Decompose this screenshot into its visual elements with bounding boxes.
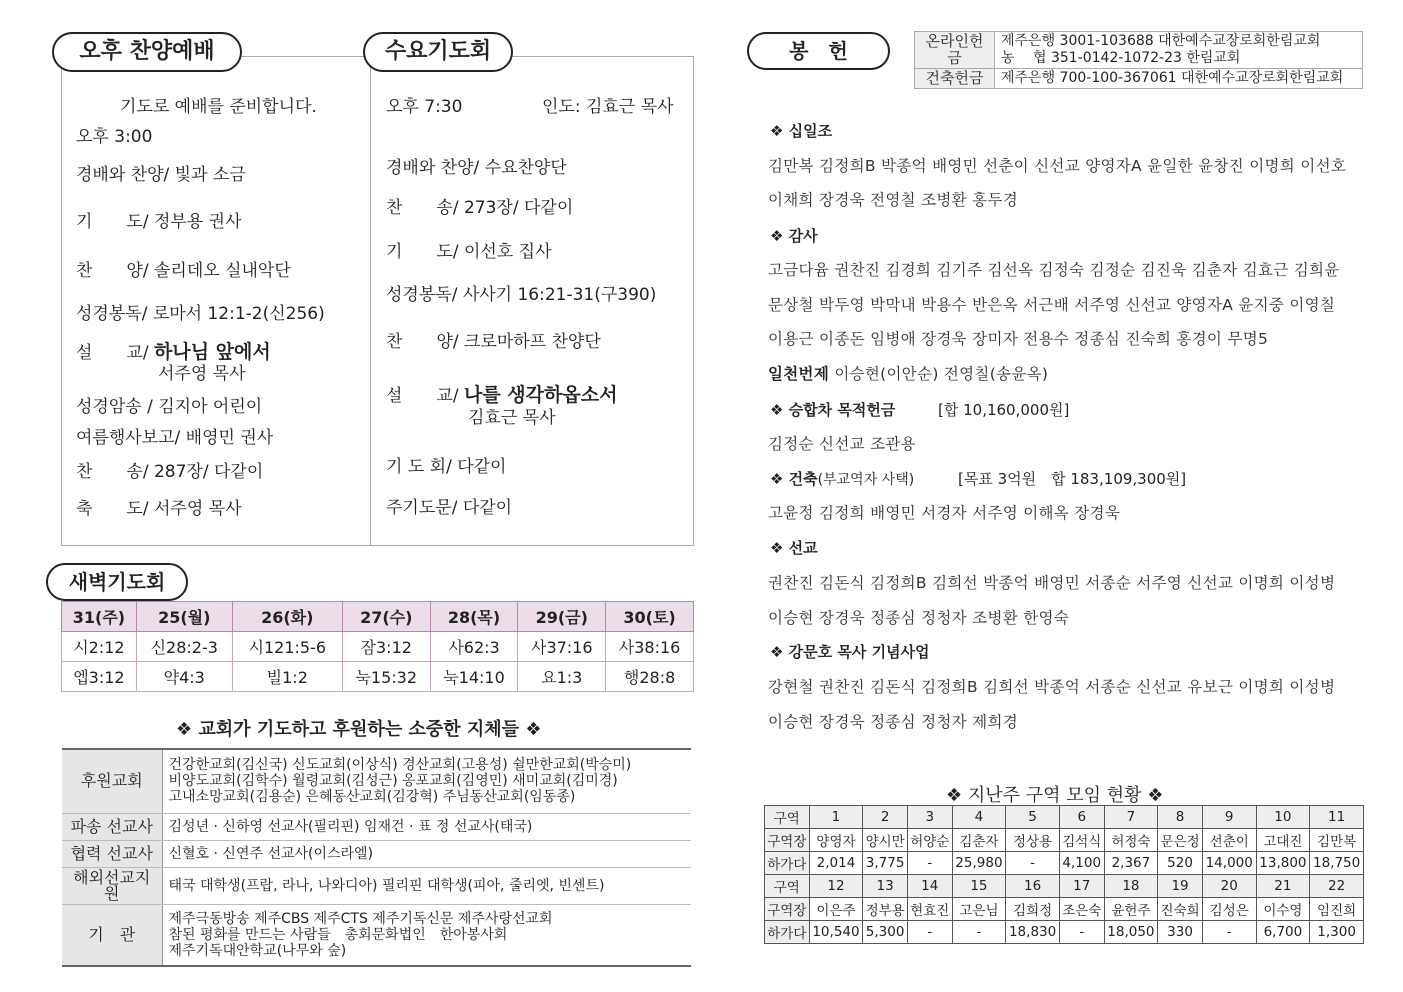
support-head: 파송 선교사 [62, 813, 162, 840]
group-cell: 선춘이 [1202, 829, 1256, 852]
group-cell: 허정숙 [1104, 829, 1158, 852]
dawn-day: 31(주) [62, 602, 137, 632]
wednesday-row: 찬 양/ 크로마하프 찬양단 [386, 332, 601, 352]
group-cell: 김희정 [1006, 898, 1060, 921]
group-row-head: 구역장 [765, 898, 810, 921]
building-total: [목표 3억원 합 183,109,300원] [958, 470, 1187, 488]
group-cell: 조은숙 [1059, 898, 1104, 921]
group-row-head: 하가다 [765, 921, 810, 944]
group-row-head: 하가다 [765, 852, 810, 875]
group-cell: 3,775 [863, 852, 908, 875]
dawn-verse: 신28:2-3 [136, 632, 232, 662]
build-account: 제주은행 700-100-367061 대한예수교장로회한림교회 [995, 69, 1363, 89]
group-cell: 16 [1006, 875, 1060, 898]
group-cell: 4 [952, 806, 1006, 829]
online-label: 온라인헌금 [915, 32, 995, 69]
group-cell: 10 [1256, 806, 1310, 829]
group-cell: 현효진 [907, 898, 952, 921]
group-cell: 고은님 [952, 898, 1006, 921]
dawn-verse: 요1:3 [518, 662, 606, 692]
dawn-day: 26(화) [232, 602, 342, 632]
support-table [62, 748, 691, 967]
support-cell: 김성년 · 신하영 선교사(필리핀) 임재건 · 표 정 선교사(태국) [162, 813, 691, 840]
support-cell: 건강한교회(김신국) 신도교회(이상식) 경산교회(고용성) 쉴만한교회(박승미) 비양도교회(김학수) 월령교회(김성근) 옹포교회(김영민) 새미교회(김미경) 고내소망교회(김용순) 은혜동산교회(김강혁) 주님동산교회(임동종) [162, 749, 691, 813]
dawn-verse: 사62:3 [430, 632, 518, 662]
thanks-names: 고금다윰 권찬진 김경희 김기주 김선옥 김정숙 김정순 김진욱 김춘자 김효근 김희윤 [768, 261, 1340, 279]
afternoon-time: 오후 3:00 [76, 127, 153, 147]
wednesday-preacher: 김효근 목사 [468, 408, 556, 428]
group-cell: 이수영 [1256, 898, 1310, 921]
group-cell: 25,980 [952, 852, 1006, 875]
wednesday-leader: 인도: 김효근 목사 [542, 97, 674, 117]
afternoon-row: 찬 양/ 솔리데오 실내악단 [76, 261, 291, 281]
wednesday-row: 성경봉독/ 사사기 16:21-31(구390) [386, 285, 657, 305]
afternoon-row: 축 도/ 서주영 목사 [76, 499, 242, 519]
group-cell: 6 [1059, 806, 1104, 829]
group-cell: 고대진 [1256, 829, 1310, 852]
sermon-title: 하나님 앞에서 [153, 341, 271, 363]
group-cell: 2,014 [809, 852, 863, 875]
group-cell: 김성은 [1202, 898, 1256, 921]
group-cell: 22 [1310, 875, 1364, 898]
group-cell: 2 [863, 806, 908, 829]
support-head: 후원교회 [62, 749, 162, 813]
afternoon-row: 기 도/ 정부용 권사 [76, 212, 242, 232]
group-cell: 19 [1158, 875, 1203, 898]
tithe-names: 김만복 김정희B 박종억 배영민 선춘이 신선교 양영자A 윤일한 윤창진 이명희 이선호 [768, 157, 1347, 175]
dawn-day: 25(월) [136, 602, 232, 632]
group-cell: 김석식 [1059, 829, 1104, 852]
building-title: ❖ 건축(부교역자 사택) [770, 470, 915, 488]
dawn-table [61, 601, 694, 692]
afternoon-intro: 기도로 예배를 준비합니다. [120, 97, 317, 117]
group-cell: - [1059, 921, 1104, 944]
dawn-day: 28(목) [430, 602, 518, 632]
wednesday-time: 오후 7:30 [386, 97, 463, 117]
sermon-label: 설 교/ [76, 343, 154, 363]
dawn-verse: 약4:3 [136, 662, 232, 692]
group-cell: 8 [1158, 806, 1203, 829]
group-cell: 정상용 [1006, 829, 1060, 852]
group-cell: 15 [952, 875, 1006, 898]
dawn-verse: 잠3:12 [342, 632, 430, 662]
mission-names: 이승현 장경욱 정종심 정청자 조병환 한영숙 [768, 609, 1070, 627]
building-names: 고윤정 김정희 배영민 서경자 서주영 이해옥 장경욱 [768, 504, 1121, 522]
dawn-verse: 눅15:32 [342, 662, 430, 692]
build-label: 건축헌금 [915, 69, 995, 89]
box-divider [370, 56, 371, 546]
group-cell: 3 [907, 806, 952, 829]
thanks-names: 문상철 박두영 박막내 박용수 반은옥 서근배 서주영 신선교 양영자A 윤지중 이영칠 [768, 296, 1336, 314]
group-cell: 허양순 [907, 829, 952, 852]
vehicle-title: ❖ 승합차 목적헌금 [770, 401, 896, 419]
group-row-head: 구역장 [765, 829, 810, 852]
sermon-title: 나를 생각하옵소서 [463, 384, 618, 406]
memorial-title: ❖ 강문호 목사 기념사업 [770, 643, 930, 661]
tithe-names: 이채희 장경욱 전영칠 조병환 홍두경 [768, 191, 1019, 209]
sermon-label: 설 교/ [386, 386, 464, 406]
ilcheon-row [768, 362, 1048, 384]
memorial-names: 강현철 권찬진 김돈식 김정희B 김희선 박종억 서종순 신선교 유보근 이명희 이성병 [768, 678, 1336, 696]
group-cell: 20 [1202, 875, 1256, 898]
group-cell: - [1006, 852, 1060, 875]
group-cell: 13,800 [1256, 852, 1310, 875]
afternoon-title: 오후 찬양예배 [52, 32, 242, 72]
memorial-names: 이승현 장경욱 정종심 정청자 제희경 [768, 713, 1019, 731]
group-cell: 21 [1256, 875, 1310, 898]
group-cell: 14,000 [1202, 852, 1256, 875]
group-cell: - [907, 852, 952, 875]
group-cell: 양영자 [809, 829, 863, 852]
vehicle-total: [합 10,160,000원] [938, 401, 1070, 419]
dawn-verse: 엡3:12 [62, 662, 137, 692]
support-cell: 제주극동방송 제주CBS 제주CTS 제주기독신문 제주사랑선교회 참된 평화를 만드는 사람들 총회문화법인 한아봉사회 제주기독대안학교(나무와 숲) [168, 910, 553, 959]
group-cell: 진숙희 [1158, 898, 1203, 921]
wednesday-row: 기 도/ 이선호 집사 [386, 242, 552, 262]
thanks-names: 이용근 이종돈 임병애 장경욱 장미자 전용수 정종심 진숙희 홍경이 무명5 [768, 330, 1269, 348]
group-cell: 330 [1158, 921, 1203, 944]
group-cell: 10,540 [809, 921, 863, 944]
dawn-verse: 빌1:2 [232, 662, 342, 692]
wednesday-row: 기 도 회/ 다같이 [386, 457, 507, 477]
group-cell: 1,300 [1310, 921, 1364, 944]
group-cell: 520 [1158, 852, 1203, 875]
dawn-verse: 눅14:10 [430, 662, 518, 692]
support-head: 해외선교지원 [62, 867, 162, 904]
group-cell: 임진희 [1310, 898, 1364, 921]
dawn-verse: 사38:16 [606, 632, 694, 662]
group-cell: 18,830 [1006, 921, 1060, 944]
support-cell: 태국 대학생(프랍, 라나, 나와디아) 필리핀 대학생(피아, 줄리엣, 빈센트) [162, 867, 691, 904]
group-cell: 18,750 [1310, 852, 1364, 875]
group-cell: 5,300 [863, 921, 908, 944]
support-head: 기 관 [62, 904, 162, 966]
group-cell: 양시만 [863, 829, 908, 852]
ilcheon-names: 이승현(이안순) 전영칠(송윤옥) [834, 365, 1049, 383]
tithe-title: ❖ 십일조 [770, 122, 833, 140]
group-cell: 9 [1202, 806, 1256, 829]
thanks-title: ❖ 감사 [770, 227, 818, 245]
group-row-head: 구역 [765, 875, 810, 898]
group-cell: 18 [1104, 875, 1158, 898]
online-accounts: 제주은행 3001-103688 대한예수교장로회한림교회 농 협 351-0142-1072-23 한림교회 [995, 32, 1363, 69]
group-cell: 문은정 [1158, 829, 1203, 852]
support-cell: 신혈호 · 신연주 선교사(이스라엘) [162, 840, 691, 867]
group-cell: 김만복 [1310, 829, 1364, 852]
online-table [914, 31, 1363, 89]
group-cell: 이은주 [809, 898, 863, 921]
group-cell: - [1202, 921, 1256, 944]
support-title: ❖ 교회가 기도하고 후원하는 소중한 지체들 ❖ [176, 719, 542, 740]
group-cell: 12 [809, 875, 863, 898]
afternoon-preacher: 서주영 목사 [158, 364, 246, 384]
dawn-verse: 사37:16 [518, 632, 606, 662]
dawn-title: 새벽기도회 [46, 563, 188, 601]
afternoon-row: 성경암송 / 김지아 어린이 [76, 397, 263, 417]
afternoon-row: 여름행사보고/ 배영민 권사 [76, 428, 274, 448]
offering-title: 봉 헌 [747, 32, 890, 70]
group-cell: 11 [1310, 806, 1364, 829]
afternoon-row: 경배와 찬양/ 빛과 소금 [76, 165, 246, 185]
dawn-day: 29(금) [518, 602, 606, 632]
dawn-verse: 행28:8 [606, 662, 694, 692]
group-cell: 18,050 [1104, 921, 1158, 944]
dawn-day: 27(수) [342, 602, 430, 632]
dawn-verse: 시121:5-6 [232, 632, 342, 662]
wednesday-row: 찬 송/ 273장/ 다같이 [386, 198, 574, 218]
vehicle-names: 김정순 신선교 조관용 [768, 435, 916, 453]
group-cell: 14 [907, 875, 952, 898]
groups-title: ❖ 지난주 구역 모임 현황 ❖ [946, 785, 1164, 806]
group-cell: - [952, 921, 1006, 944]
wednesday-title: 수요기도회 [363, 32, 513, 72]
group-cell: 김춘자 [952, 829, 1006, 852]
group-cell: 7 [1104, 806, 1158, 829]
dawn-verse: 시2:12 [62, 632, 137, 662]
ilcheon-label: 일천번제 [768, 365, 830, 383]
support-head: 협력 선교사 [62, 840, 162, 867]
group-row-head: 구역 [765, 806, 810, 829]
mission-title: ❖ 선교 [770, 539, 818, 557]
group-cell: 6,700 [1256, 921, 1310, 944]
group-cell: 윤헌주 [1104, 898, 1158, 921]
group-cell: 13 [863, 875, 908, 898]
group-cell: 5 [1006, 806, 1060, 829]
wednesday-row: 경배와 찬양/ 수요찬양단 [386, 158, 567, 178]
afternoon-row: 찬 송/ 287장/ 다같이 [76, 462, 264, 482]
group-cell: 2,367 [1104, 852, 1158, 875]
group-cell: 4,100 [1059, 852, 1104, 875]
group-cell: - [907, 921, 952, 944]
group-cell: 정부용 [863, 898, 908, 921]
mission-names: 권찬진 김돈식 김정희B 김희선 박종억 배영민 서종순 서주영 신선교 이명희 이성병 [768, 574, 1336, 592]
group-cell: 17 [1059, 875, 1104, 898]
group-cell: 1 [809, 806, 863, 829]
wednesday-row: 주기도문/ 다같이 [386, 498, 513, 518]
groups-table [764, 805, 1364, 944]
afternoon-row: 성경봉독/ 로마서 12:1-2(신256) [76, 304, 325, 324]
dawn-day: 30(토) [606, 602, 694, 632]
